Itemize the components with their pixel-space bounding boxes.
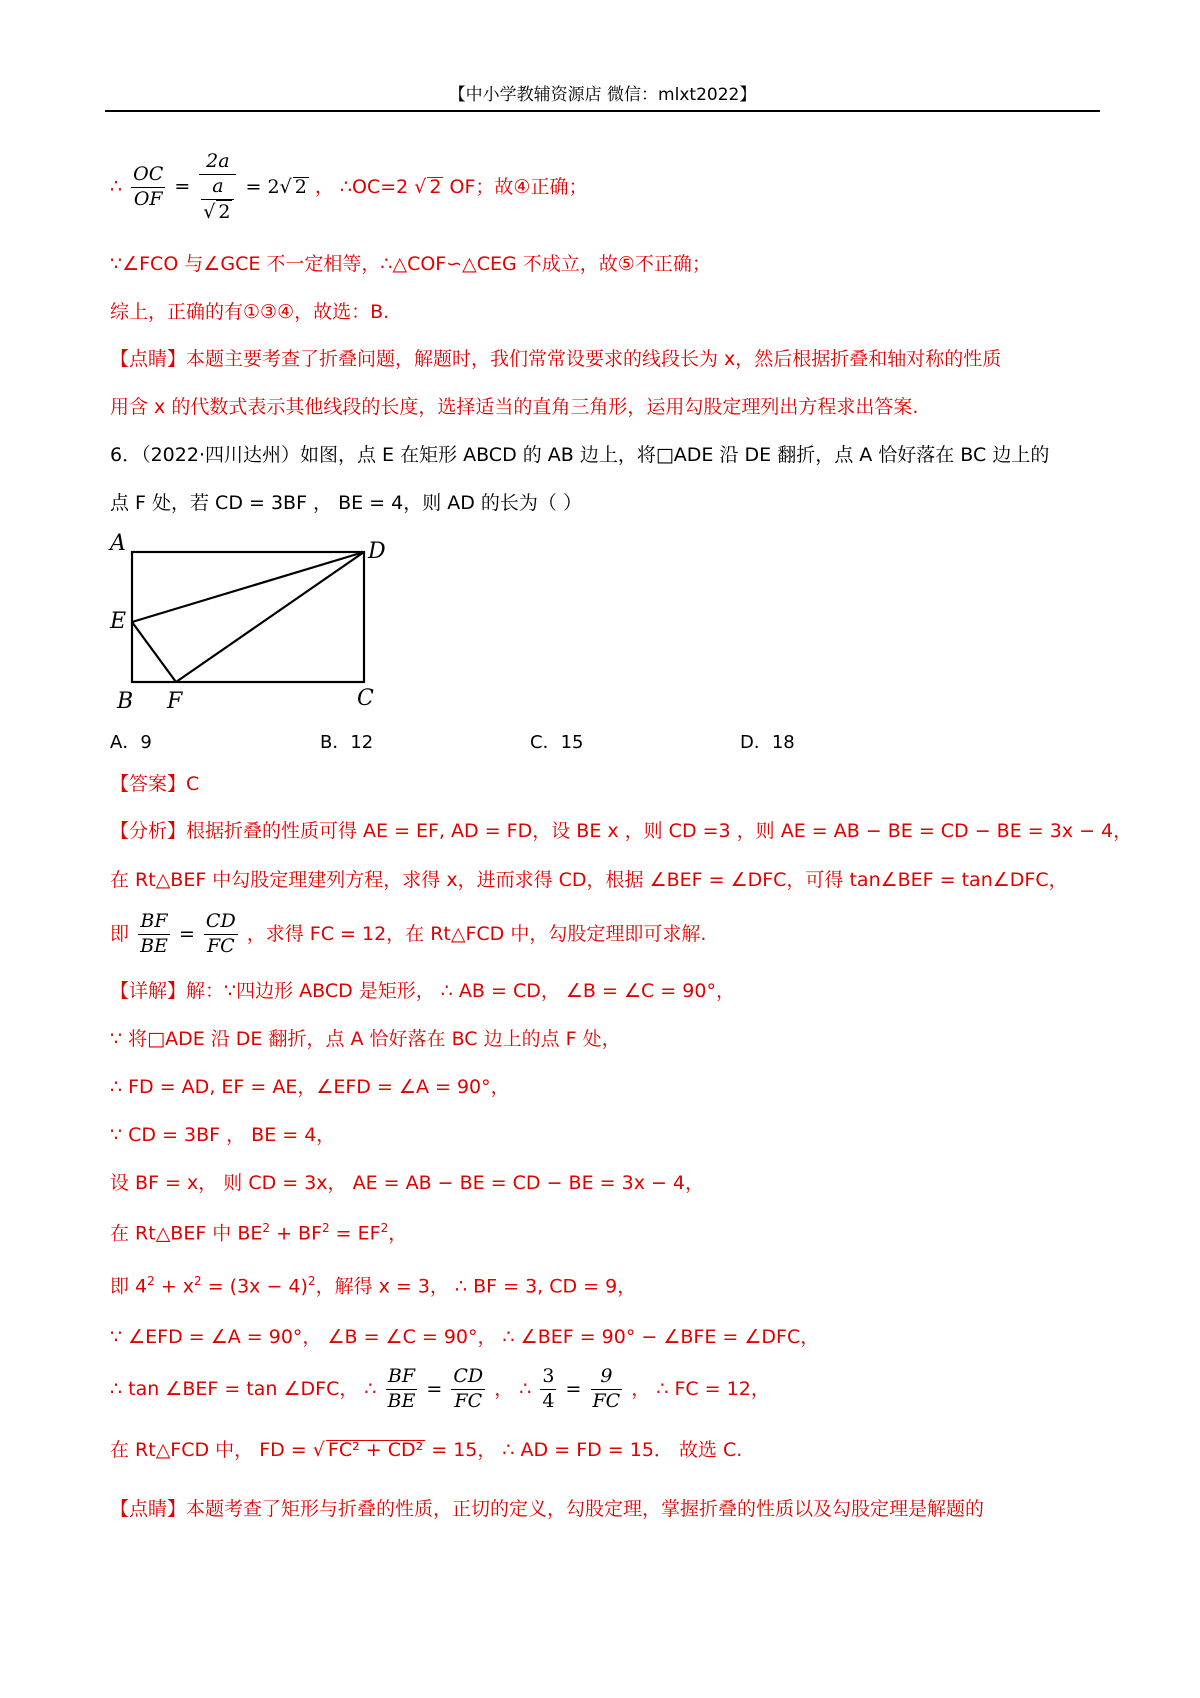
fraction-cd-over-fc: $\frac{CD}{FC}$ [453,1365,484,1412]
detail-line-10: 在 Rt△FCD 中， FD = √ FC² + CD² = 15， ∴ AD = FD = 15． 故选 C. [110,1439,743,1461]
question-6-line-2: 点 F 处，若 CD = 3BF ， BE = 4，则 AD 的长为（ ） [110,492,582,514]
label-a: A [110,531,126,556]
segment-ef [132,622,176,682]
analysis-line-1: 【分析】根据折叠的性质可得 AE = EF, AD = FD，设 BE x ，则 CD =3 ，则 AE = AB − BE = CD − BE = 3x − 4， [110,820,1133,842]
fraction-bf-over-be: $\frac{BF}{BE}$ [140,910,168,957]
inner-numerator: a [201,175,234,200]
therefore-symbol: ∴ [110,175,123,198]
rectangle-figure [105,530,405,715]
inner-fraction [201,175,234,225]
detail-line-8: ∵ ∠EFD = ∠A = 90°， ∠B = ∠C = 90°， ∴ ∠BEF = 90° − ∠BFE = ∠DFC， [110,1326,820,1348]
detail-line-7: 即 $4^2 + x^2 = (3x - 4)^2$，解得 x = 3， ∴ BF = 3, CD = 9， [110,1274,637,1298]
question-6-line-1: 6．（2022·四川达州）如图，点 E 在矩形 ABCD 的 AB 边上，将□ADE 沿 DE 翻折，点 A 恰好落在 BC 边上的 [110,444,1050,466]
label-d: D [368,539,386,564]
detail-line-2: ∵ 将□ADE 沿 DE 翻折，点 A 恰好落在 BC 边上的点 F 处， [110,1028,621,1050]
header-rule [105,110,1100,112]
answer-line: 【答案】C [110,773,200,795]
detail-line-9: ∴ tan ∠BEF = tan ∠DFC， ∴ $\frac{BF}{BE}$ = $\frac{CD}{FC}$ ， ∴ $\frac{3}{4}$ = $\frac{9}{FC}$ ， ∴ FC = 12， [110,1365,770,1412]
detail-line-4: ∵ CD = 3BF ， BE = 4， [110,1124,336,1146]
choice-a: A．9 [110,732,152,753]
equals-two-root-two: = 2√ 2 [245,175,307,198]
analysis-line-3: 即 $\frac{BF}{BE}$ = $\frac{CD}{FC}$ ，求得 FC = 12，在 Rt△FCD 中，勾股定理即可求解. [110,910,707,957]
segment-ed [132,552,364,622]
rectangle-abcd [132,552,364,682]
fraction-numerator: 2a [199,150,236,175]
analysis-line-2: 在 Rt△BEF 中勾股定理建列方程，求得 x，进而求得 CD，根据 ∠BEF = ∠DFC，可得 tan∠BEF = tan∠DFC， [110,869,1068,891]
line-oc-of-ratio [110,150,1100,224]
fraction-oc-over-of [131,163,165,212]
comment-line-final: 【点睛】本题考查了矩形与折叠的性质，正切的定义，勾股定理，掌握折叠的性质以及勾股定理是解题的 [110,1498,985,1520]
inner-denominator: √ 2 [203,200,231,223]
radical-content: FC² + CD² [327,1439,424,1461]
line-angle-compare: ∵∠FCO 与∠GCE 不一定相等，∴△COF∽△CEG 不成立，故⑤不正确； [110,253,711,275]
fraction-9-over-fc: $\frac{9}{FC}$ [592,1365,621,1412]
label-e: E [110,609,127,634]
detail-line-3: ∴ FD = AD, EF = AE，∠EFD = ∠A = 90°， [110,1076,510,1098]
page-header: 【中小学教辅资源店 微信：mlxt2022】 [448,85,757,105]
segment-fd [176,552,364,682]
equals-sign: = [174,175,191,198]
fraction-2a-over-a-root2 [199,150,236,224]
label-b: B [117,689,134,714]
choice-c: C．15 [530,732,584,753]
fraction-denominator [199,175,236,225]
line-comment-1: 【点睛】本题主要考查了折叠问题，解题时，我们常常设要求的线段长为 x，然后根据折叠和轴对称的性质 [110,348,1002,370]
fraction-bf-over-be: $\frac{BF}{BE}$ [387,1365,416,1412]
label-c: C [357,686,374,711]
choice-b: B．12 [320,732,374,753]
detail-line-6: 在 Rt△BEF 中 $BE^2 + BF^2 = EF^2$， [110,1221,408,1245]
detail-line-5: 设 BF = x， 则 CD = 3x， AE = AB − BE = CD − BE = 3x − 4， [110,1172,705,1194]
label-f: F [167,689,183,714]
oc-equals-text: ∴OC=2 √ 2 OF；故④正确； [339,175,588,198]
detail-line-1: 【详解】解：∵四边形 ABCD 是矩形， ∴ AB = CD， ∠B = ∠C = 90°， [110,980,735,1002]
separator: ， [314,175,334,198]
line-comment-2: 用含 x 的代数式表示其他线段的长度，选择适当的直角三角形，运用勾股定理列出方程求出答案. [110,396,919,418]
fraction-denominator: OF [133,187,163,210]
line-summary: 综上，正确的有①③④，故选：B. [110,301,390,323]
choice-d: D．18 [740,732,795,753]
fraction-3-over-4: $\frac{3}{4}$ [542,1365,555,1412]
fraction-cd-over-fc: $\frac{CD}{FC}$ [205,910,236,957]
fraction-numerator: OC [131,163,165,188]
